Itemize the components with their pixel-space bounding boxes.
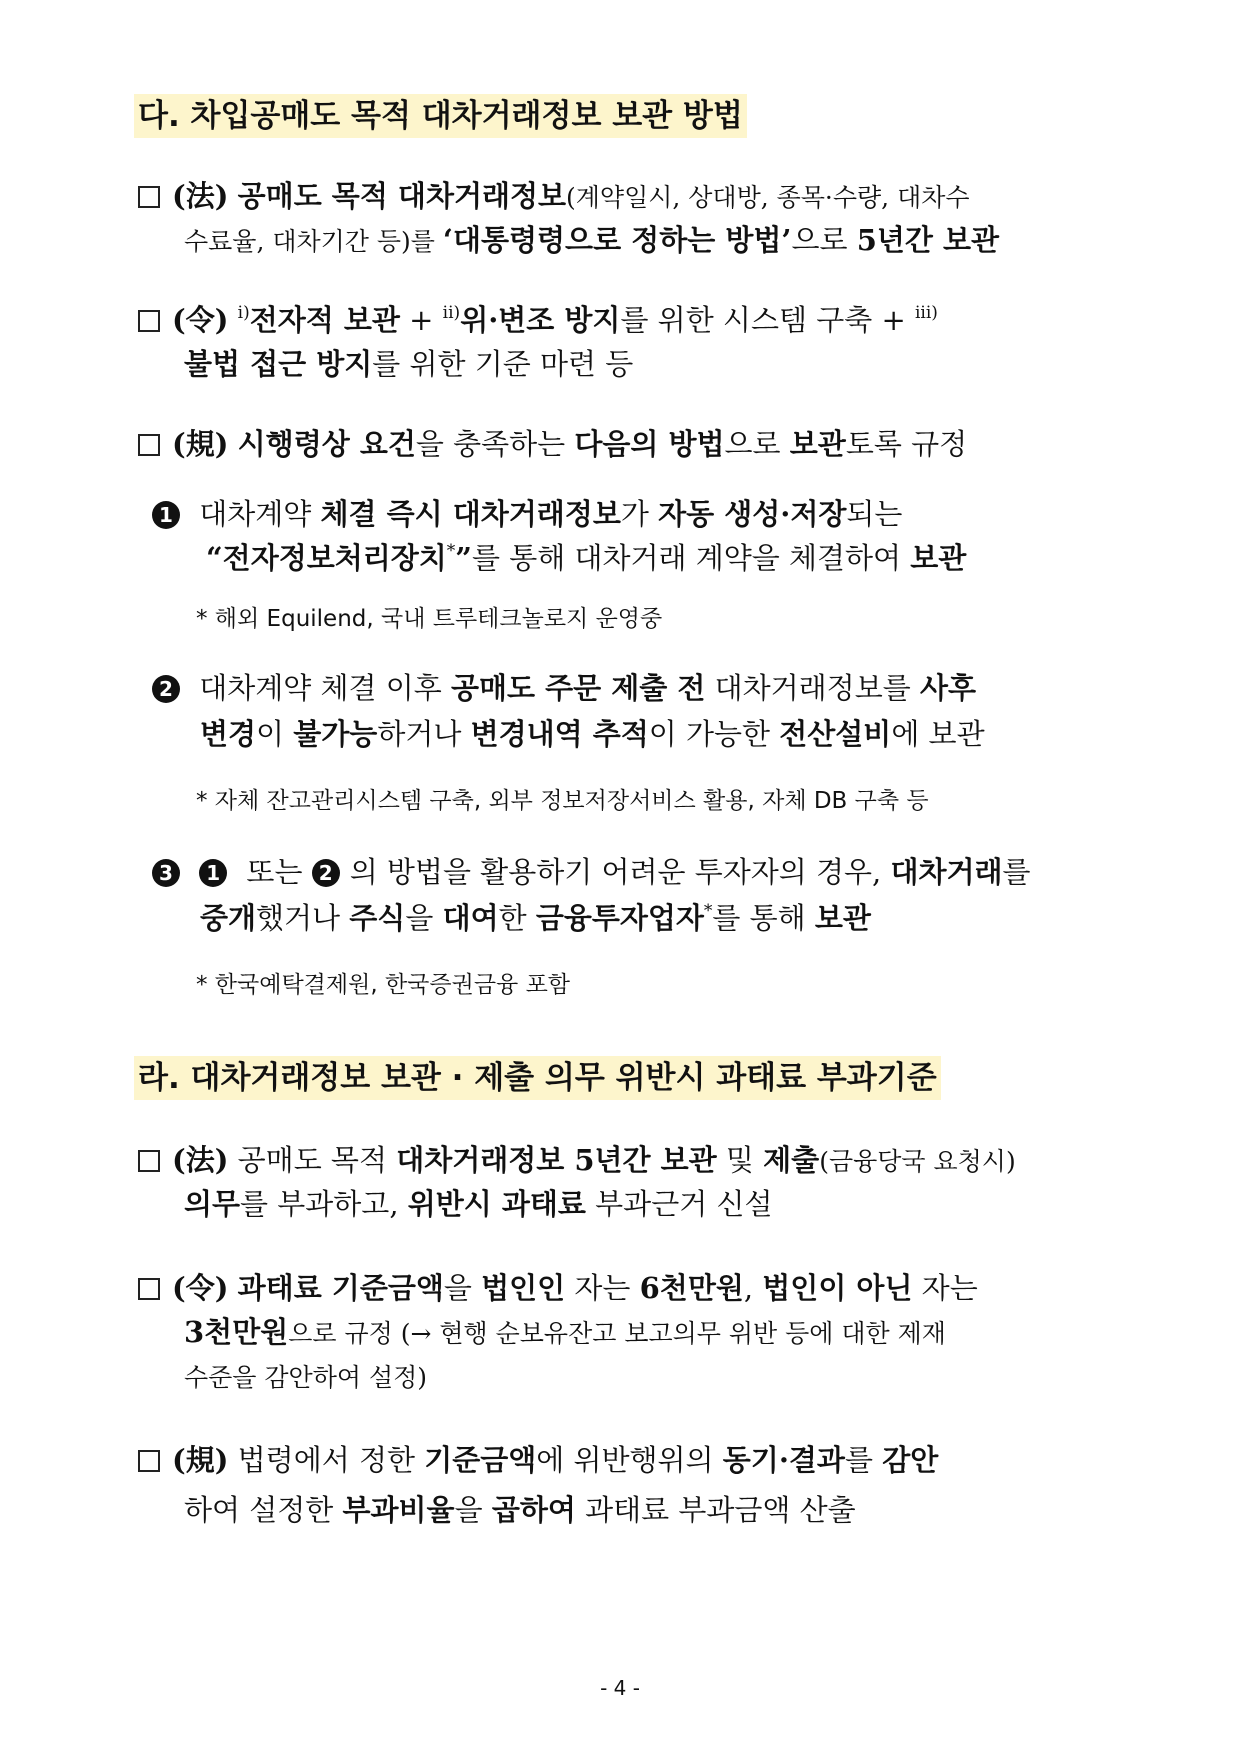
section-heading-c: 다. 차입공매도 목적 대차거래정보 보관 방법 [134,94,747,138]
checkbox-icon [138,1450,160,1472]
checkbox-icon [138,1150,160,1172]
footnote-1: * 해외 Equilend, 국내 트루테크놀로지 운영중 [196,606,663,632]
numbered-circle-1-icon: 1 [199,859,227,887]
numbered-circle-1-icon: 1 [152,501,180,529]
numbered-circle-3-icon: 3 [152,859,180,887]
decree-paragraph-d-line3: 수준을 감안하여 설정) [184,1363,427,1392]
numbered-circle-2-icon: 2 [152,675,180,703]
list-item-2: 2 대차계약 체결 이후 공매도 주문 제출 전 대차거래정보를 사후 [152,668,976,708]
rule-paragraph-d: (規) 법령에서 정한 기준금액에 위반행위의 동기·결과를 감안 [138,1440,938,1480]
decree-paragraph-c-line2: 불법 접근 방지를 위한 기준 마련 등 [184,347,634,381]
page-number: - 4 - [600,1676,640,1700]
list-item-3-line2: 중개했거나 주식을 대여한 금융투자업자*를 통해 보관 [200,901,871,935]
numbered-circle-2-icon: 2 [312,859,340,887]
checkbox-icon [138,434,160,456]
list-item-2-line2: 변경이 불가능하거나 변경내역 추적이 가능한 전산설비에 보관 [200,717,985,751]
rule-paragraph-c: (規) 시행령상 요건을 충족하는 다음의 방법으로 보관토록 규정 [138,424,967,464]
decree-paragraph-d: (令) 과태료 기준금액을 법인인 자는 6천만원, 법인이 아닌 자는 [138,1268,978,1308]
checkbox-icon [138,310,160,332]
list-item-1-line2: “전자정보처리장치*”를 통해 대차거래 계약을 체결하여 보관 [206,541,967,575]
law-paragraph-d-line2: 의무를 부과하고, 위반시 과태료 부과근거 신설 [184,1187,773,1221]
footnote-3: * 한국예탁결제원, 한국증권금융 포함 [196,972,571,998]
decree-paragraph-c: (令) $^{i)}$전자적 보관 + $^{ii)}$위·변조 방지를 위한 시스템 구축 + $^{iii)}$ [138,300,1104,340]
law-paragraph-d: (法) 공매도 목적 대차거래정보 5년간 보관 및 제출(금융당국 요청시) [138,1140,1016,1182]
decree-paragraph-d-line2: 3천만원으로 규정 (→ 현행 순보유잔고 보고의무 위반 등에 대한 제재 [184,1315,946,1349]
law-paragraph-c: (法) 공매도 목적 대차거래정보(계약일시, 상대방, 종목·수량, 대차수 [138,176,1104,218]
list-item-3: 3 1 또는 2 의 방법을 활용하기 어려운 투자자의 경우, 대차거래를 [152,852,1031,892]
footnote-2: * 자체 잔고관리시스템 구축, 외부 정보저장서비스 활용, 자체 DB 구축 등 [196,788,929,814]
rule-paragraph-d-line2: 하여 설정한 부과비율을 곱하여 과태료 부과금액 산출 [184,1493,856,1527]
checkbox-icon [138,186,160,208]
law-paragraph-c-line2: 수료율, 대차기간 등)를 ‘대통령령으로 정하는 방법’으로 5년간 보관 [184,223,1000,257]
checkbox-icon [138,1278,160,1300]
list-item-1: 1 대차계약 체결 즉시 대차거래정보가 자동 생성·저장되는 [152,494,902,534]
section-heading-d: 라. 대차거래정보 보관 · 제출 의무 위반시 과태료 부과기준 [134,1056,941,1100]
